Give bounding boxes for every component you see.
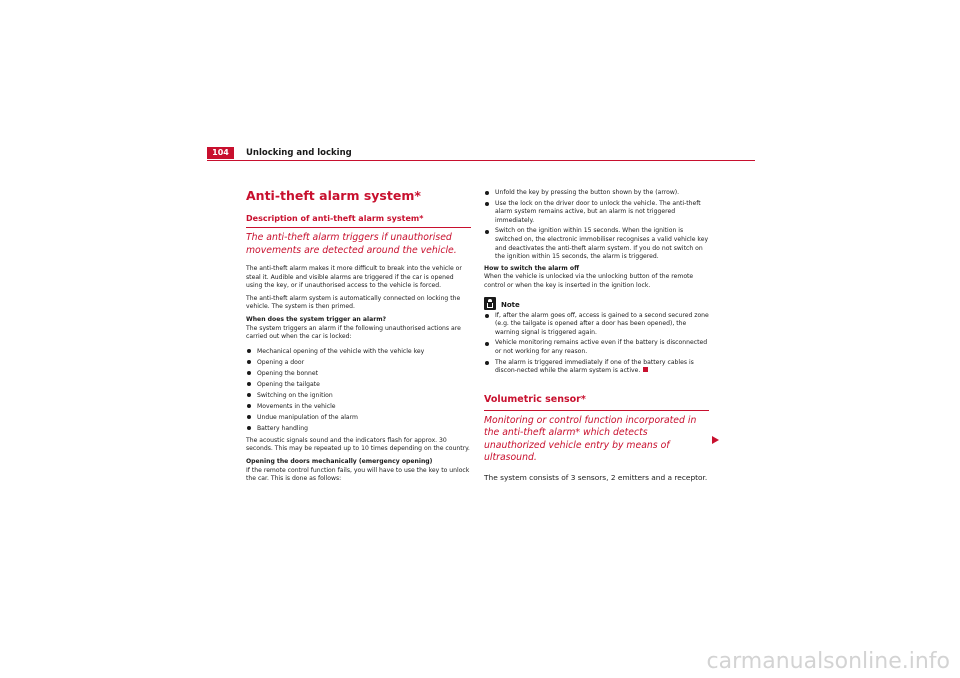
section-lead: Monitoring or control function incorporated in the anti-theft alarm* which detects unauthorized vehicle entry by means of ultrasound. [484, 414, 697, 464]
list-item: Undue manipulation of the alarm [246, 412, 471, 423]
list-item: Use the lock on the driver door to unlock the vehicle. The anti-theft alarm system remains active, but an alarm is not triggered immediately. [484, 200, 709, 226]
list-item: Unfold the key by pressing the button shown by the (arrow). [484, 189, 709, 198]
running-title: Unlocking and locking [246, 148, 352, 158]
list-item: Switching on the ignition [246, 390, 471, 401]
notes-list [484, 312, 709, 376]
paragraph: If the remote control function fails, you will have to use the key to unlock the car. This is done as follows: [246, 466, 470, 483]
list-item: Opening a door [246, 357, 471, 368]
note-label: Note [501, 300, 520, 309]
subheading: Opening the doors mechanically (emergency opening) [246, 457, 433, 465]
section-end-icon [643, 367, 648, 372]
left-column [246, 188, 471, 488]
header-rule [207, 160, 755, 161]
list-item: Mechanical opening of the vehicle with the vehicle key [246, 346, 471, 357]
list-item: Opening the bonnet [246, 368, 471, 379]
list-item: Movements in the vehicle [246, 401, 471, 412]
subheading: How to switch the alarm off [484, 264, 580, 272]
watermark: carmanualsonline.info [706, 649, 950, 674]
list-item [484, 359, 709, 376]
note-header [484, 297, 709, 310]
section-title: Description of anti-theft alarm system* [246, 213, 471, 228]
trigger-list [246, 346, 471, 434]
note-text: The alarm is triggered immediately if one of the battery cables is discon-nected while the alarm system is active. [495, 358, 694, 375]
list-item: Battery handling [246, 423, 471, 434]
list-item: Opening the tailgate [246, 379, 471, 390]
subheading: When does the system trigger an alarm? [246, 315, 387, 323]
continue-arrow-icon [712, 436, 719, 444]
paragraph: The acoustic signals sound and the indicators flash for approx. 30 seconds. This may be repeated up to 10 times depending on the country. [246, 436, 470, 453]
steps-list [484, 189, 709, 262]
paragraph: When the vehicle is unlocked via the unlocking button of the remote control or when the key is inserted in the ignition lock. [484, 273, 694, 289]
right-column [484, 189, 709, 486]
section-title: Volumetric sensor* [484, 392, 709, 411]
paragraph: The anti-theft alarm system is automatically connected on locking the vehicle. The system is then primed. [246, 294, 461, 311]
list-item: Switch on the ignition within 15 seconds. When the ignition is switched on, the electronic immobiliser recognises a valid vehicle key and deactivates the anti-theft alarm system. If you do not switch on the ignition within 15 seconds, the alarm is triggered. [484, 227, 709, 261]
section-lead: The anti-theft alarm triggers if unauthorised movements are detected around the vehicle. [246, 232, 457, 256]
paragraph: The system consists of 3 sensors, 2 emitters and a receptor. [484, 472, 708, 482]
list-item: If, after the alarm goes off, access is gained to a second secured zone (e.g. the tailgate is opened after a door has been opened), the warning signal is triggered again. [484, 312, 709, 338]
paragraph: The anti-theft alarm makes it more difficult to break into the vehicle or steal it. Audible and visible alarms are triggered if the car is opened using the key, or if unauthorised access to the vehicle is forced. [246, 265, 462, 290]
info-note-icon [484, 297, 496, 310]
chapter-title: Anti-theft alarm system* [246, 188, 421, 203]
page-header [207, 147, 755, 159]
page-number: 104 [207, 147, 234, 159]
list-item: Vehicle monitoring remains active even if the battery is disconnected or not working for any reason. [484, 339, 709, 356]
paragraph: The system triggers an alarm if the following unauthorised actions are carried out when the car is locked: [246, 324, 461, 341]
